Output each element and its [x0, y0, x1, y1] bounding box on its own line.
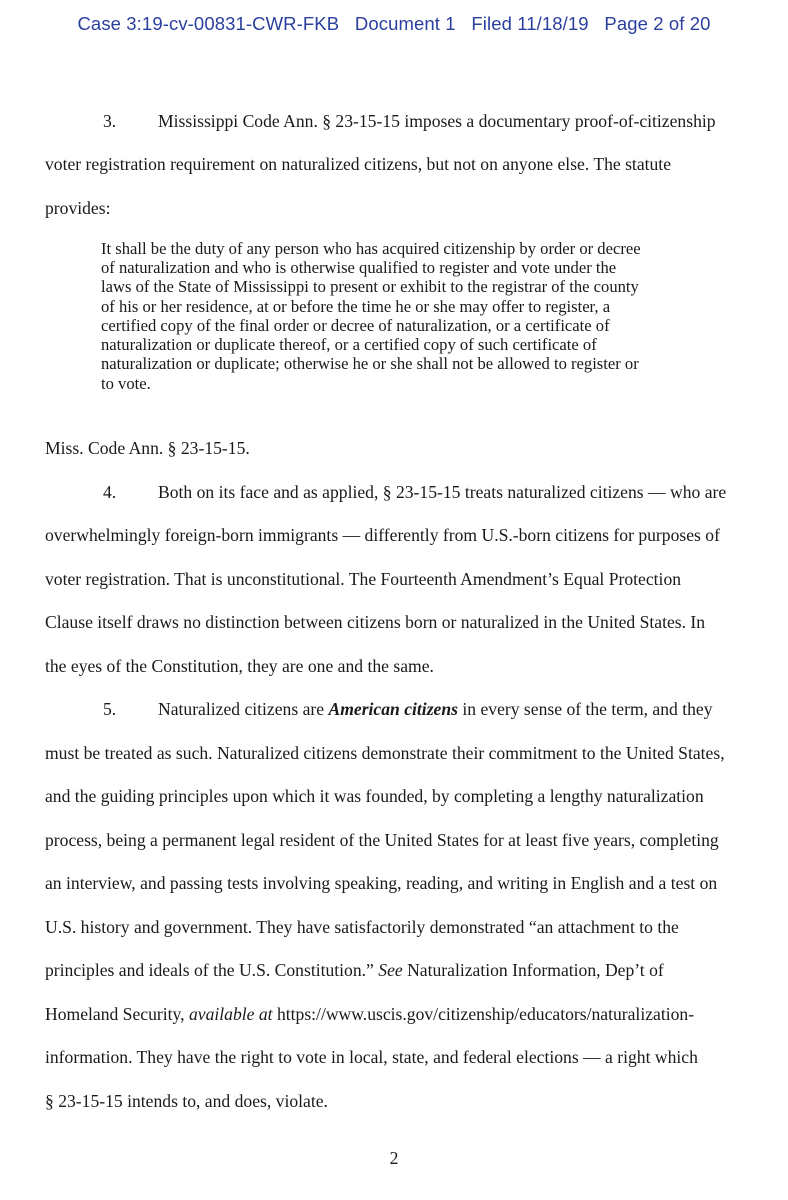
signal-see: See — [378, 960, 403, 980]
quote-line: of his or her residence, at or before the time he or she may offer to register, a — [101, 297, 611, 316]
para4-line: the eyes of the Constitution, they are one and the same. — [45, 656, 434, 676]
para5-line8-text: Homeland Security, — [45, 1004, 189, 1024]
para4-number: 4. — [103, 482, 117, 502]
para3-line1: Mississippi Code Ann. § 23-15-15 imposes a documentary proof-of-citizenship — [158, 111, 716, 131]
case-header — [0, 13, 788, 35]
para5-line1-text: in every sense of the term, and they — [457, 699, 713, 719]
page-number: 2 — [389, 1148, 399, 1168]
para5-line: information. They have the right to vote in local, state, and federal elections — a right which — [45, 1047, 698, 1067]
para5-line7-text: principles and ideals of the U.S. Constitution.” — [45, 960, 379, 980]
para3-line2: voter registration requirement on naturalized citizens, but not on anyone else. The statute — [45, 154, 672, 174]
para5-number: 5. — [103, 699, 117, 719]
para5-line: U.S. history and government. They have satisfactorily demonstrated “an attachment to the — [45, 917, 679, 937]
quote-line: It shall be the duty of any person who has acquired citizenship by order or decree — [101, 239, 641, 258]
quote-line: laws of the State of Mississippi to present or exhibit to the registrar of the county — [101, 277, 639, 296]
para4-line: voter registration. That is unconstitutional. The Fourteenth Amendment’s Equal Protection — [45, 569, 682, 589]
quote-line: naturalization or duplicate; otherwise he or she shall not be allowed to register or — [101, 354, 639, 373]
case-number: Case 3:19-cv-00831-CWR-FKB — [77, 13, 340, 34]
para5-line1 — [158, 698, 713, 720]
page-indicator: Page 2 of 20 — [604, 13, 711, 34]
quote-line: to vote. — [101, 374, 151, 393]
para4-line1: Both on its face and as applied, § 23-15-15 treats naturalized citizens — who are — [158, 482, 727, 502]
para5-line: an interview, and passing tests involving speaking, reading, and writing in English and a test on — [45, 873, 718, 893]
uscis-url: https://www.uscis.gov/citizenship/educators/naturalization- — [272, 1004, 695, 1024]
para3-line3: provides: — [45, 198, 111, 218]
para3-number: 3. — [103, 111, 117, 131]
para5-line7 — [45, 959, 664, 981]
para5-line1-text: Naturalized citizens are — [158, 699, 329, 719]
emphasis-american-citizens: American citizens — [328, 699, 458, 719]
para5-line: and the guiding principles upon which it was founded, by completing a lengthy naturalization — [45, 786, 704, 806]
para5-line7-text: Naturalization Information, Dep’t of — [402, 960, 664, 980]
quote-line: naturalization or duplicate thereof, or a certified copy of such certificate of — [101, 335, 597, 354]
para5-line8 — [45, 1003, 694, 1025]
para4-line: overwhelmingly foreign-born immigrants — differently from U.S.-born citizens for purposes of — [45, 525, 720, 545]
quote-line: certified copy of the final order or decree of naturalization, or a certificate of — [101, 316, 610, 335]
signal-available-at: available at — [188, 1004, 273, 1024]
para5-line: must be treated as such. Naturalized citizens demonstrate their commitment to the United States, — [45, 743, 725, 763]
document-number: Document 1 — [354, 13, 456, 34]
quote-line: of naturalization and who is otherwise qualified to register and vote under the — [101, 258, 617, 277]
para4-line: Clause itself draws no distinction between citizens born or naturalized in the United States. In — [45, 612, 706, 632]
para5-line: § 23-15-15 intends to, and does, violate. — [45, 1091, 328, 1111]
filed-date: Filed 11/18/19 — [471, 13, 589, 34]
quote-citation: Miss. Code Ann. § 23-15-15. — [45, 438, 250, 458]
para5-line: process, being a permanent legal resident of the United States for at least five years, completing — [45, 830, 719, 850]
